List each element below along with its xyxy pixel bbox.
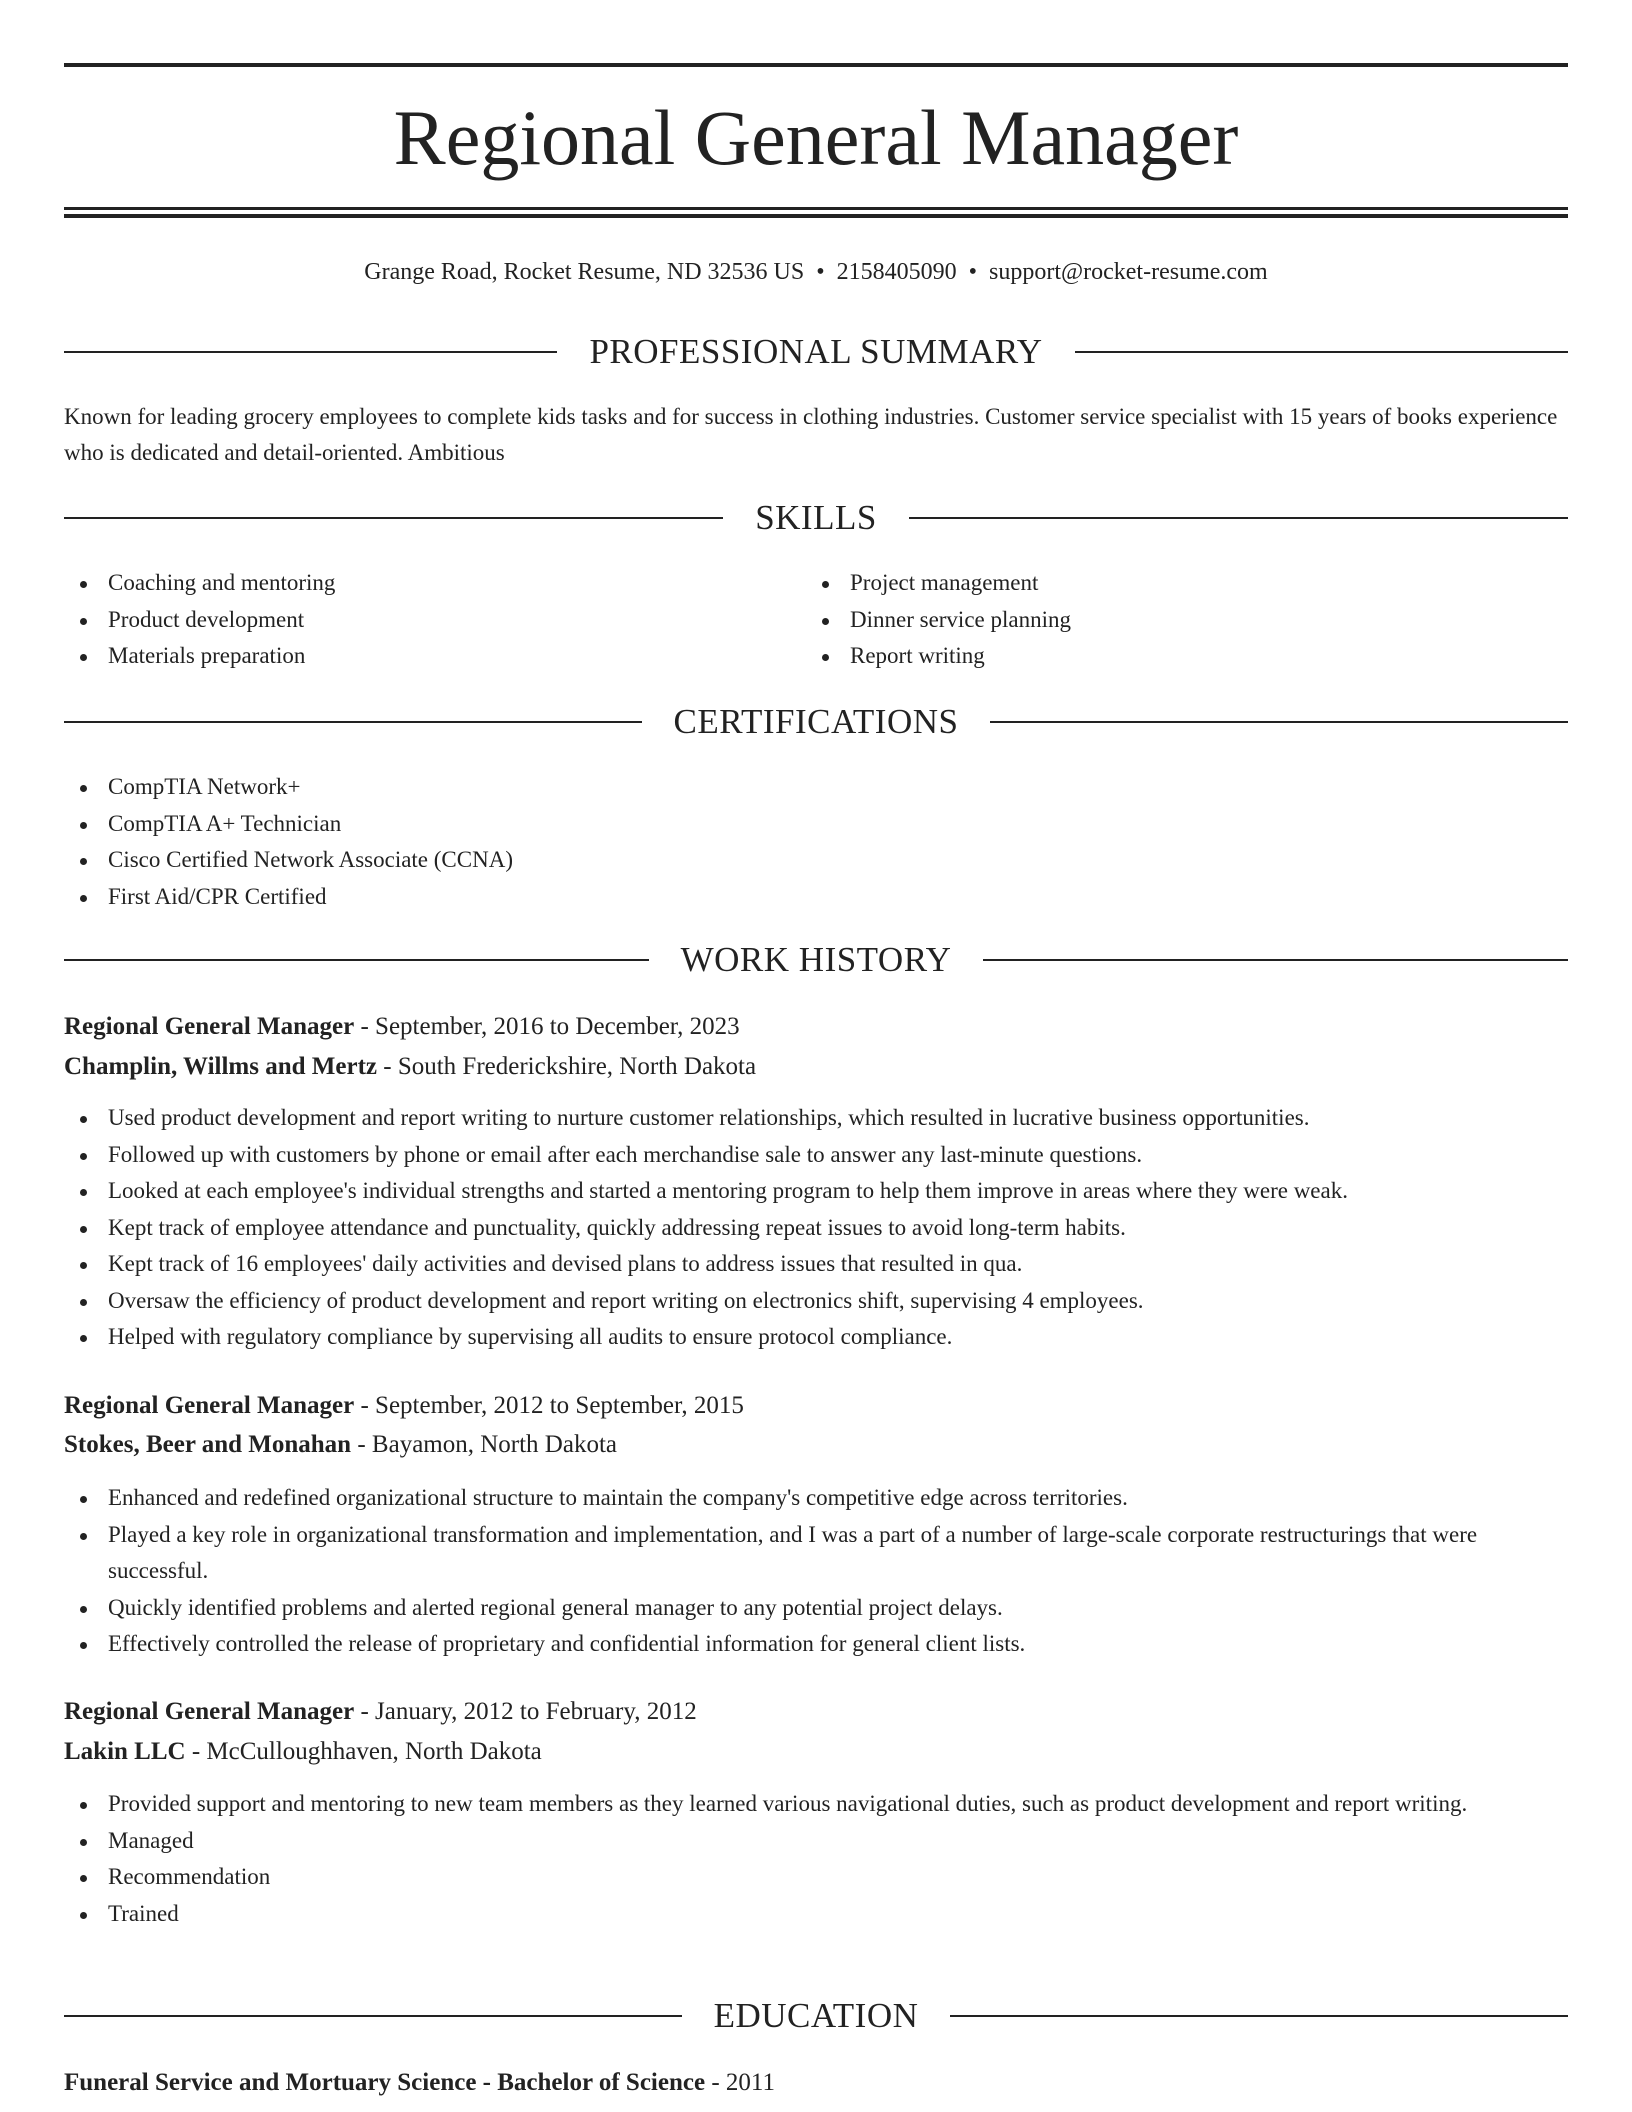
contact-separator: • (816, 259, 825, 285)
certifications-list (64, 769, 1568, 915)
job-bullet: Quickly identified problems and alerted regional general manager to any potential project delays. (64, 1590, 1568, 1627)
skill-item: Project management (806, 565, 1506, 602)
education-degree: Funeral Service and Mortuary Science - Bachelor of Science (64, 2069, 706, 2096)
job-location: - South Frederickshire, North Dakota (377, 1053, 757, 1080)
job-bullet: Kept track of 16 employees' daily activities and devised plans to address issues that resulted in qua. (64, 1246, 1568, 1283)
job-dates: - January, 2012 to February, 2012 (354, 1698, 697, 1725)
skills-column-right (806, 565, 1506, 675)
section-title: WORK HISTORY (680, 940, 952, 979)
job-bullet: Helped with regulatory compliance by supervising all audits to ensure protocol compliance. (64, 1319, 1568, 1356)
job-title-line (64, 1693, 1568, 1731)
skill-item: Coaching and mentoring (64, 565, 764, 602)
job-title: Regional General Manager (64, 1013, 355, 1040)
contact-address: Grange Road, Rocket Resume, ND 32536 US (364, 259, 805, 285)
job-company: Stokes, Beer and Monahan (64, 1431, 352, 1458)
heading-rule (990, 721, 1568, 723)
skills-column-left (64, 565, 764, 675)
job-bullet: Provided support and mentoring to new team members as they learned various navigational duties, such as product development and report writing. (64, 1786, 1568, 1823)
contact-line (64, 254, 1568, 290)
job-bullet: Used product development and report writing to nurture customer relationships, which resulted in lucrative business opportunities. (64, 1100, 1568, 1137)
job-bullet: Oversaw the efficiency of product development and report writing on electronics shift, supervising 4 employees. (64, 1283, 1568, 1320)
heading-rule (64, 721, 642, 723)
job-dates: - September, 2012 to September, 2015 (354, 1392, 744, 1419)
job-bullets (64, 1786, 1568, 1932)
skills-list (806, 565, 1506, 675)
page-title: Regional General Manager (393, 94, 1239, 181)
heading-rule (64, 517, 723, 519)
job-bullets (64, 1480, 1568, 1663)
job-dates: - September, 2016 to December, 2023 (354, 1013, 740, 1040)
job-company-line (64, 1048, 1568, 1086)
title-double-rule (64, 207, 1568, 218)
certification-item: CompTIA A+ Technician (64, 806, 1568, 843)
section-title: PROFESSIONAL SUMMARY (589, 332, 1043, 371)
heading-rule (909, 517, 1568, 519)
job-title-line (64, 1387, 1568, 1425)
job-location: - McCulloughhaven, North Dakota (185, 1738, 542, 1765)
heading-rule (950, 2015, 1568, 2017)
certification-item: CompTIA Network+ (64, 769, 1568, 806)
job-bullet: Played a key role in organizational transformation and implementation, and I was a part of a number of large-scale corporate restructurings that were successful. (64, 1517, 1568, 1590)
job-bullet: Trained (64, 1896, 1568, 1933)
job-bullet: Recommendation (64, 1859, 1568, 1896)
job-company-line (64, 1733, 1568, 1771)
section-heading-summary (64, 332, 1568, 372)
education-year: - 2011 (705, 2069, 775, 2096)
section-title: CERTIFICATIONS (673, 702, 959, 741)
section-heading-certifications (64, 702, 1568, 742)
heading-rule (983, 959, 1568, 961)
certification-item: Cisco Certified Network Associate (CCNA) (64, 842, 1568, 879)
job-location: - Bayamon, North Dakota (351, 1431, 617, 1458)
job-title: Regional General Manager (64, 1392, 355, 1419)
heading-rule (64, 2015, 682, 2017)
job-bullets (64, 1100, 1568, 1356)
skill-item: Product development (64, 602, 764, 639)
skill-item: Report writing (806, 638, 1506, 675)
job-bullet: Managed (64, 1823, 1568, 1860)
job-bullet: Effectively controlled the release of proprietary and confidential information for general client lists. (64, 1626, 1568, 1663)
summary-text: Known for leading grocery employees to complete kids tasks and for success in clothing industries. Customer service specialist with 15 years of books experience who is dedicated and detail-oriented. Ambitious (64, 404, 1558, 465)
skills-list (64, 565, 764, 675)
job-company: Champlin, Willms and Mertz (64, 1053, 377, 1080)
contact-email: support@rocket-resume.com (989, 259, 1268, 285)
section-title: EDUCATION (713, 1996, 919, 2035)
heading-rule (64, 351, 557, 353)
heading-rule (1075, 351, 1568, 353)
job-bullet: Enhanced and redefined organizational structure to maintain the company's competitive edge across territories. (64, 1480, 1568, 1517)
skill-item: Materials preparation (64, 638, 764, 675)
job-company-line (64, 1426, 1568, 1464)
job-title-line (64, 1008, 1568, 1046)
section-heading-work-history (64, 940, 1568, 980)
top-rule (64, 63, 1568, 67)
certification-item: First Aid/CPR Certified (64, 879, 1568, 916)
contact-separator: • (968, 259, 978, 285)
section-heading-skills (64, 498, 1568, 538)
job-bullet: Followed up with customers by phone or email after each merchandise sale to answer any last-minute questions. (64, 1137, 1568, 1174)
section-title: SKILLS (755, 498, 877, 537)
contact-phone: 2158405090 (836, 259, 957, 285)
job-title: Regional General Manager (64, 1698, 355, 1725)
skill-item: Dinner service planning (806, 602, 1506, 639)
job-bullet: Looked at each employee's individual strengths and started a mentoring program to help them improve in areas where they were weak. (64, 1173, 1568, 1210)
education-entry (64, 2064, 1568, 2102)
job-bullet: Kept track of employee attendance and punctuality, quickly addressing repeat issues to avoid long-term habits. (64, 1210, 1568, 1247)
job-company: Lakin LLC (64, 1738, 186, 1765)
heading-rule (64, 959, 649, 961)
section-heading-education (64, 1996, 1568, 2036)
